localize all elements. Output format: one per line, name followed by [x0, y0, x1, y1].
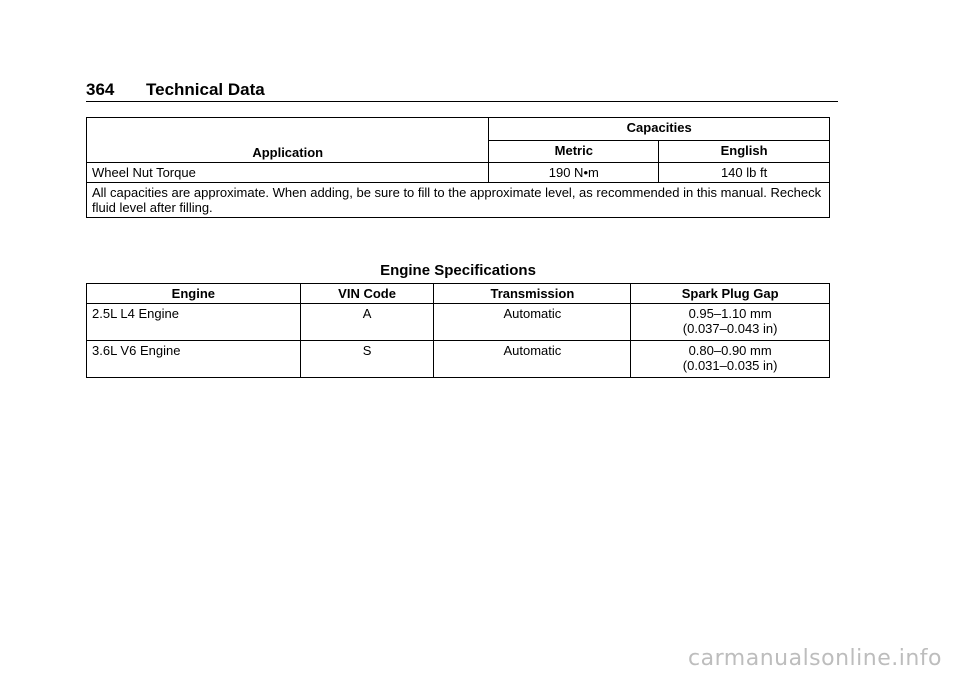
- col-transmission: Transmission: [434, 284, 631, 304]
- col-application: Application: [87, 118, 489, 163]
- col-metric: Metric: [489, 140, 659, 163]
- col-group-capacities: Capacities: [489, 118, 830, 141]
- col-vin-code: VIN Code: [300, 284, 434, 304]
- cell-transmission: Automatic: [434, 304, 631, 341]
- cell-spark-plug-gap: [631, 341, 830, 378]
- cell-vin: S: [300, 341, 434, 378]
- table-row: [87, 341, 830, 378]
- cell-engine: 2.5L L4 Engine: [87, 304, 301, 341]
- cell-metric: 190 N•m: [489, 163, 659, 183]
- capacities-note: All capacities are approximate. When adding, be sure to fill to the approximate level, as recommended in this manual. Recheck fluid level after filling.: [87, 183, 830, 218]
- cell-english: 140 lb ft: [659, 163, 830, 183]
- cell-engine: 3.6L V6 Engine: [87, 341, 301, 378]
- table-row: [87, 304, 830, 341]
- gap-english: (0.031–0.035 in): [682, 358, 778, 373]
- page-number: 364: [86, 80, 115, 99]
- cell-application: Wheel Nut Torque: [87, 163, 489, 183]
- cell-vin: A: [300, 304, 434, 341]
- capacities-table: [86, 117, 830, 218]
- col-engine: Engine: [87, 284, 301, 304]
- engine-header-row: [87, 284, 830, 304]
- watermark: carmanualsonline.info: [688, 646, 942, 671]
- table-row: [87, 163, 830, 183]
- section-title: Technical Data: [146, 80, 265, 99]
- col-english: English: [659, 140, 830, 163]
- cell-spark-plug-gap: [631, 304, 830, 341]
- page-header: [86, 80, 838, 102]
- gap-english: (0.037–0.043 in): [682, 321, 778, 336]
- gap-metric: 0.80–0.90 mm: [688, 343, 772, 358]
- capacities-header-row: [87, 118, 830, 141]
- engine-specs-table: [86, 283, 830, 378]
- col-spark-plug-gap: Spark Plug Gap: [631, 284, 830, 304]
- gap-metric: 0.95–1.10 mm: [688, 306, 772, 321]
- cell-transmission: Automatic: [434, 341, 631, 378]
- engine-specs-title: Engine Specifications: [380, 262, 536, 279]
- note-row: [87, 183, 830, 218]
